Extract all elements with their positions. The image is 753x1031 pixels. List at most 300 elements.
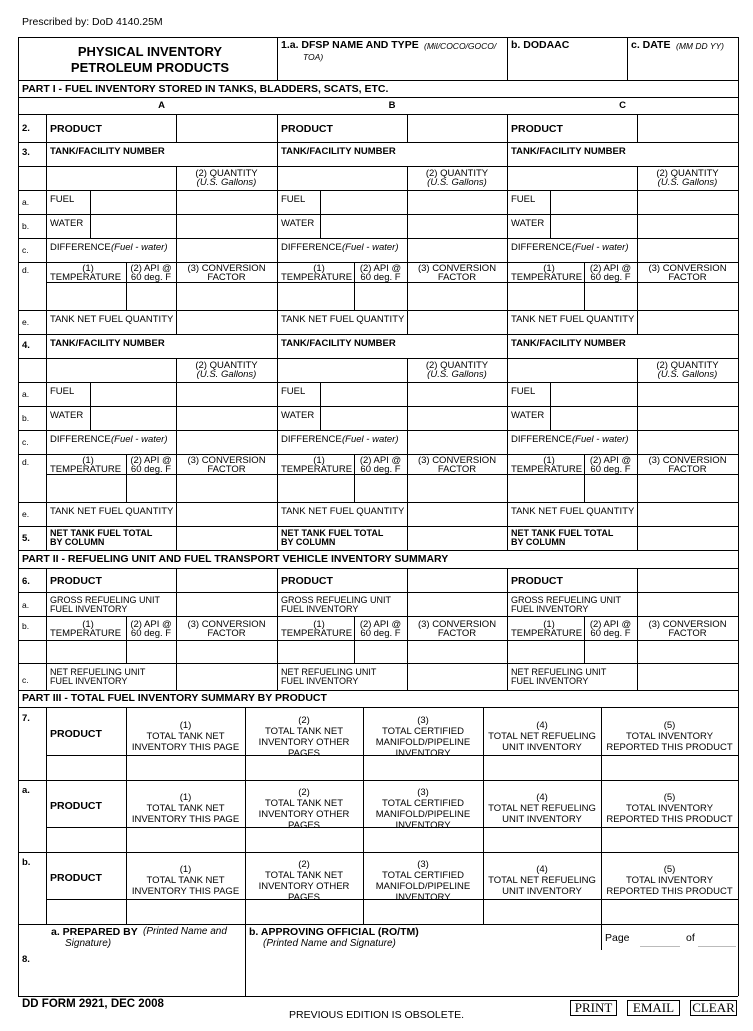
summary-header-3-line2: TOTAL CERTIFIED: [382, 870, 464, 881]
rule: [18, 640, 738, 641]
api-input[interactable]: [585, 641, 636, 662]
summary-value-input[interactable]: [364, 900, 482, 922]
summary-value-input[interactable]: [246, 900, 362, 922]
tank-net-input[interactable]: [638, 503, 737, 525]
tank-facility-input[interactable]: [278, 143, 506, 165]
summary-value-input[interactable]: [484, 756, 600, 778]
product-label: PRODUCT: [281, 123, 333, 135]
dfsp-name-hint2: TOA): [303, 52, 324, 62]
summary-header-1-line3: INVENTORY THIS PAGE: [131, 814, 240, 825]
tank-net-quantity-label: TANK NET FUEL QUANTITY: [281, 506, 405, 517]
conversion-label-2: FACTOR: [668, 464, 707, 475]
date-input[interactable]: [628, 52, 737, 79]
difference-input[interactable]: [638, 239, 737, 261]
of-label: of: [686, 932, 695, 944]
summary-header-3-line1: (3): [417, 715, 429, 726]
column-c-label: C: [619, 100, 626, 111]
water-quantity-input[interactable]: [408, 215, 506, 237]
water-quantity-input[interactable]: [177, 215, 276, 237]
date-hint: (MM DD YY): [676, 41, 725, 51]
summary-header-5-line2: TOTAL INVENTORY: [625, 731, 714, 742]
tank-net-input[interactable]: [638, 311, 737, 333]
conversion-input[interactable]: [638, 475, 737, 501]
temperature-input[interactable]: [508, 283, 583, 309]
fuel-quantity-input[interactable]: [177, 383, 276, 405]
api-label-2: 60 deg. F: [130, 272, 172, 283]
tank-facility-input[interactable]: [47, 143, 276, 165]
summary-value-input[interactable]: [602, 900, 737, 922]
summary-header-4-line2: TOTAL NET REFUELING: [488, 731, 596, 742]
temperature-input[interactable]: [278, 283, 353, 309]
tank-net-quantity-label: TANK NET FUEL QUANTITY: [50, 314, 174, 325]
conversion-label-1: (3) CONVERSION: [417, 619, 497, 630]
fuel-quantity-input[interactable]: [638, 191, 737, 213]
conversion-label-2: FACTOR: [207, 272, 246, 283]
prepared-by-label: a. PREPARED BY: [51, 926, 138, 938]
rule: [363, 827, 364, 852]
page-total-field[interactable]: [698, 946, 736, 947]
fuel-label: FUEL: [511, 194, 536, 205]
conversion-label-1: (3) CONVERSION: [648, 619, 727, 630]
summary-value-input[interactable]: [602, 756, 737, 778]
gross-refueling-input[interactable]: [177, 593, 276, 615]
row-e-label: e.: [22, 317, 30, 327]
water-quantity-input[interactable]: [638, 407, 737, 429]
rule: [18, 663, 738, 664]
rule: [126, 755, 127, 780]
summary-header-2-line3: INVENTORY OTHER: [258, 809, 350, 820]
water-label: WATER: [50, 410, 84, 421]
summary-value-input[interactable]: [246, 828, 362, 850]
rule: [363, 899, 364, 924]
row-d-label: d.: [22, 265, 30, 275]
temperature-num: (1): [313, 263, 325, 274]
temperature-label: TEMPERATURE: [281, 272, 353, 283]
summary-header-3-line3: MANIFOLD/PIPELINE: [375, 737, 471, 748]
temperature-label: TEMPERATURE: [50, 272, 122, 283]
summary-header-3-line3: MANIFOLD/PIPELINE: [375, 881, 471, 892]
water-quantity-input[interactable]: [408, 407, 506, 429]
water-label: WATER: [511, 410, 545, 421]
gross-refueling-label-2: FUEL INVENTORY: [50, 604, 128, 614]
product-label: PRODUCT: [511, 123, 563, 135]
api-label-1: (2) API @: [589, 263, 632, 274]
fuel-label: FUEL: [511, 386, 536, 397]
conversion-input[interactable]: [408, 283, 506, 309]
api-label-1: (2) API @: [589, 619, 632, 630]
summary-header-3-line1: (3): [417, 787, 429, 798]
item-7b-label: b.: [22, 857, 31, 868]
summary-value-input[interactable]: [484, 900, 600, 922]
difference-label: DIFFERENCE: [50, 434, 111, 445]
tank-net-input[interactable]: [177, 503, 276, 525]
tank-facility-label: TANK/FACILITY NUMBER: [511, 146, 626, 157]
summary-header-2-line4: PAGES: [287, 892, 321, 903]
api-label-2: 60 deg. F: [590, 628, 631, 639]
summary-header-2-line2: TOTAL TANK NET: [264, 798, 344, 809]
row-e-label: e.: [22, 509, 30, 519]
net-refueling-label-2: FUEL INVENTORY: [281, 676, 359, 686]
quantity-label-2: (U.S. Gallons): [657, 177, 718, 188]
summary-value-input[interactable]: [364, 828, 482, 850]
temperature-num: (1): [82, 263, 94, 274]
summary-value-input[interactable]: [484, 828, 600, 850]
temperature-num: (1): [543, 263, 555, 274]
difference-hint: (Fuel - water): [572, 434, 629, 445]
rule: [245, 755, 246, 780]
rule: [18, 97, 738, 98]
gross-refueling-input[interactable]: [638, 593, 737, 615]
difference-label: DIFFERENCE: [281, 242, 342, 253]
row-b-label: b.: [22, 413, 30, 423]
summary-header-4-line2: TOTAL NET REFUELING: [488, 803, 596, 814]
prepared-by-hint2: Signature): [65, 938, 112, 949]
column-b-label: B: [388, 100, 396, 111]
rule: [245, 899, 246, 924]
summary-header-2-line3: INVENTORY OTHER: [258, 737, 350, 748]
row-b-label: b.: [22, 621, 30, 631]
quantity-label-1: (2) QUANTITY: [656, 360, 719, 371]
conversion-label-1: (3) CONVERSION: [417, 263, 497, 274]
api-label-1: (2) API @: [359, 455, 402, 466]
api-input[interactable]: [355, 475, 406, 501]
water-label: WATER: [511, 218, 545, 229]
net-refueling-input[interactable]: [177, 664, 276, 689]
summary-value-input[interactable]: [127, 828, 244, 850]
quantity-label-1: (2) QUANTITY: [656, 168, 719, 179]
row-a-label: a.: [22, 389, 30, 399]
rule: [18, 358, 738, 359]
tank-net-quantity-label: TANK NET FUEL QUANTITY: [511, 506, 635, 517]
rule: [18, 262, 738, 263]
gross-refueling-input[interactable]: [408, 593, 506, 615]
net-refueling-label-2: FUEL INVENTORY: [50, 676, 128, 686]
difference-label: DIFFERENCE: [50, 242, 111, 253]
page-number-field[interactable]: [640, 946, 680, 947]
summary-header-5-line2: TOTAL INVENTORY: [625, 875, 714, 886]
api-label-1: (2) API @: [130, 263, 172, 274]
difference-label: DIFFERENCE: [281, 434, 342, 445]
summary-header-2-line1: (2): [298, 715, 310, 726]
temperature-num: (1): [313, 619, 325, 630]
tank-net-input[interactable]: [408, 503, 506, 525]
temperature-label: TEMPERATURE: [281, 464, 353, 475]
summary-header-3-line2: TOTAL CERTIFIED: [382, 798, 464, 809]
temperature-input[interactable]: [508, 641, 583, 662]
api-label-1: (2) API @: [130, 455, 172, 466]
part2-heading: PART II - REFUELING UNIT AND FUEL TRANSPORT VEHICLE INVENTORY SUMMARY: [22, 553, 449, 565]
difference-input[interactable]: [408, 239, 506, 261]
net-tank-total-label-1: NET TANK FUEL TOTAL: [281, 528, 384, 538]
net-refueling-input[interactable]: [408, 664, 506, 689]
summary-value-input[interactable]: [364, 756, 482, 778]
summary-product-input[interactable]: [47, 756, 125, 778]
difference-input[interactable]: [638, 431, 737, 453]
conversion-input[interactable]: [638, 641, 737, 662]
tank-facility-label: TANK/FACILITY NUMBER: [281, 338, 396, 349]
fuel-label: FUEL: [50, 386, 75, 397]
water-label: WATER: [281, 410, 315, 421]
summary-header-4-line2: TOTAL NET REFUELING: [488, 875, 596, 886]
column-a-label: A: [158, 100, 165, 111]
rule: [18, 214, 738, 215]
form-title-line2: PETROLEUM PRODUCTS: [70, 60, 230, 75]
rule: [18, 382, 738, 383]
summary-value-input[interactable]: [127, 900, 244, 922]
quantity-label-2: (U.S. Gallons): [427, 369, 487, 380]
prescribed-by: Prescribed by: DoD 4140.25M: [22, 16, 163, 28]
temperature-num: (1): [543, 455, 555, 466]
row-c-label: c.: [22, 245, 29, 255]
net-refueling-label-2: FUEL INVENTORY: [511, 676, 589, 686]
temperature-num: (1): [82, 455, 94, 466]
rule: [18, 80, 738, 81]
summary-header-1-line3: INVENTORY THIS PAGE: [131, 742, 240, 753]
gross-refueling-label-1: GROSS REFUELING UNIT: [50, 595, 161, 605]
tank-facility-input[interactable]: [508, 335, 737, 357]
api-input[interactable]: [127, 475, 175, 501]
difference-hint: (Fuel - water): [342, 434, 399, 445]
water-label: WATER: [281, 218, 315, 229]
fuel-quantity-input[interactable]: [177, 191, 276, 213]
api-label-2: 60 deg. F: [130, 464, 172, 475]
rule: [46, 474, 738, 475]
approving-official-input[interactable]: [246, 950, 601, 995]
api-input[interactable]: [127, 283, 175, 309]
dfsp-name-input[interactable]: [278, 64, 506, 79]
difference-input[interactable]: [177, 239, 276, 261]
temperature-input[interactable]: [278, 641, 353, 662]
net-tank-total-label-1: NET TANK FUEL TOTAL: [511, 528, 614, 538]
summary-header-4-line1: (4): [536, 792, 548, 803]
conversion-label-2: FACTOR: [437, 272, 477, 283]
net-tank-total-label-2: BY COLUMN: [50, 537, 105, 547]
api-input[interactable]: [355, 641, 406, 662]
summary-header-1-line1: (1): [179, 720, 192, 731]
conversion-input[interactable]: [408, 475, 506, 501]
rule: [46, 282, 738, 283]
summary-header-5-line1: (5): [663, 792, 676, 803]
item-3-number: 3.: [22, 147, 30, 158]
part3-heading: PART III - TOTAL FUEL INVENTORY SUMMARY BY PRODUCT: [22, 692, 327, 704]
summary-product-input[interactable]: [47, 828, 125, 850]
form-top-border: [18, 37, 738, 38]
temperature-input[interactable]: [47, 475, 125, 501]
temperature-input[interactable]: [278, 475, 353, 501]
rule: [277, 568, 278, 690]
item-7a-label: a.: [22, 785, 30, 796]
rule: [18, 406, 738, 407]
temperature-input[interactable]: [47, 641, 125, 662]
quantity-label-2: (U.S. Gallons): [657, 369, 718, 380]
net-tank-total-input[interactable]: [177, 527, 276, 549]
dodaac-label: b. DODAAC: [511, 39, 570, 51]
summary-header-4-line1: (4): [536, 864, 548, 875]
rule: [18, 238, 738, 239]
quantity-label-2: (U.S. Gallons): [427, 177, 487, 188]
product-label: PRODUCT: [50, 800, 102, 812]
quantity-label-1: (2) QUANTITY: [195, 168, 258, 179]
conversion-input[interactable]: [177, 475, 276, 501]
temperature-input[interactable]: [47, 283, 125, 309]
difference-label: DIFFERENCE: [511, 434, 572, 445]
difference-hint: (Fuel - water): [111, 242, 168, 253]
api-label-1: (2) API @: [589, 455, 632, 466]
summary-header-4-line3: UNIT INVENTORY: [502, 814, 582, 825]
conversion-input[interactable]: [177, 641, 276, 662]
net-tank-total-input[interactable]: [408, 527, 506, 549]
summary-header-3-line2: TOTAL CERTIFIED: [382, 726, 464, 737]
quantity-label-2: (U.S. Gallons): [196, 177, 257, 188]
product-input[interactable]: [408, 115, 506, 141]
api-label-2: 60 deg. F: [590, 272, 631, 283]
summary-header-5-line3: REPORTED THIS PRODUCT: [606, 742, 733, 753]
rule: [483, 827, 484, 852]
tank-facility-input[interactable]: [47, 335, 276, 357]
row-b-label: b.: [22, 221, 30, 231]
rule: [18, 430, 738, 431]
api-label-1: (2) API @: [359, 619, 402, 630]
rule: [507, 568, 508, 690]
summary-value-input[interactable]: [127, 756, 244, 778]
rule: [601, 924, 602, 950]
rule: [18, 526, 738, 527]
api-label-2: 60 deg. F: [360, 628, 401, 639]
api-input[interactable]: [355, 283, 406, 309]
rule: [363, 755, 364, 780]
rule: [126, 899, 127, 924]
item-7-number: 7.: [22, 713, 30, 724]
conversion-input[interactable]: [408, 641, 506, 662]
conversion-input[interactable]: [177, 283, 276, 309]
conversion-label-2: FACTOR: [207, 628, 246, 639]
water-quantity-input[interactable]: [638, 215, 737, 237]
summary-header-5-line2: TOTAL INVENTORY: [625, 803, 714, 814]
prepared-by-hint: (Printed Name and: [143, 926, 227, 937]
clear-button[interactable]: CLEAR: [690, 1000, 737, 1016]
rule: [18, 592, 738, 593]
api-label-1: (2) API @: [130, 619, 172, 630]
product-input[interactable]: [408, 569, 506, 591]
product-input[interactable]: [177, 569, 276, 591]
summary-header-2-line2: TOTAL TANK NET: [264, 870, 344, 881]
rule: [18, 454, 738, 455]
temperature-label: TEMPERATURE: [50, 464, 122, 475]
summary-header-2-line3: INVENTORY OTHER: [258, 881, 350, 892]
rule: [46, 899, 738, 900]
gross-refueling-label-1: GROSS REFUELING UNIT: [511, 595, 622, 605]
form-bottom-border: [18, 996, 738, 997]
rule: [18, 568, 738, 569]
difference-input[interactable]: [408, 431, 506, 453]
quantity-label-1: (2) QUANTITY: [425, 360, 489, 371]
approving-official-label: b. APPROVING OFFICIAL (RO/TM): [249, 926, 419, 938]
temperature-num: (1): [313, 455, 325, 466]
form-title-line1: PHYSICAL INVENTORY: [77, 44, 223, 59]
difference-input[interactable]: [177, 431, 276, 453]
summary-product-input[interactable]: [47, 900, 125, 922]
api-input[interactable]: [127, 641, 175, 662]
product-label: PRODUCT: [50, 728, 102, 740]
quantity-label-1: (2) QUANTITY: [425, 168, 489, 179]
dodaac-input[interactable]: [508, 52, 626, 79]
rule: [46, 568, 47, 690]
net-refueling-input[interactable]: [638, 664, 737, 689]
api-label-2: 60 deg. F: [360, 272, 401, 283]
tank-net-quantity-label: TANK NET FUEL QUANTITY: [511, 314, 635, 325]
tank-net-input[interactable]: [177, 311, 276, 333]
print-button[interactable]: PRINT: [570, 1000, 617, 1016]
email-button[interactable]: EMAIL: [627, 1000, 680, 1016]
temperature-label: TEMPERATURE: [511, 272, 583, 283]
product-label: PRODUCT: [50, 575, 102, 587]
conversion-label-1: (3) CONVERSION: [187, 263, 266, 274]
temperature-num: (1): [82, 619, 94, 630]
page-label: Page: [605, 932, 630, 944]
summary-header-4-line1: (4): [536, 720, 548, 731]
summary-value-input[interactable]: [246, 756, 362, 778]
dfsp-name-label: 1.a. DFSP NAME AND TYPE: [281, 39, 419, 51]
net-refueling-label-1: NET REFUELING UNIT: [281, 667, 377, 677]
item-2-number: 2.: [22, 123, 30, 134]
fuel-quantity-input[interactable]: [408, 383, 506, 405]
rule: [46, 827, 738, 828]
summary-header-2-line4: PAGES: [287, 820, 321, 831]
tank-facility-input[interactable]: [508, 143, 737, 165]
temperature-label: TEMPERATURE: [50, 628, 122, 639]
summary-header-3-line1: (3): [417, 859, 429, 870]
summary-header-1-line3: INVENTORY THIS PAGE: [131, 886, 240, 897]
gross-refueling-label-1: GROSS REFUELING UNIT: [281, 595, 392, 605]
tank-net-quantity-label: TANK NET FUEL QUANTITY: [281, 314, 405, 325]
rule: [601, 755, 602, 780]
conversion-label-1: (3) CONVERSION: [187, 619, 266, 630]
summary-header-5-line1: (5): [663, 720, 676, 731]
rule: [46, 707, 47, 924]
product-label: PRODUCT: [511, 575, 563, 587]
net-tank-total-label-1: NET TANK FUEL TOTAL: [50, 528, 153, 538]
product-input[interactable]: [638, 569, 737, 591]
approving-official-hint: (Printed Name and Signature): [263, 938, 396, 949]
water-quantity-input[interactable]: [177, 407, 276, 429]
summary-header-3-line4: INVENTORY: [395, 748, 451, 759]
api-input[interactable]: [585, 283, 636, 309]
summary-header-1-line2: TOTAL TANK NET: [146, 875, 225, 886]
temperature-input[interactable]: [508, 475, 583, 501]
conversion-input[interactable]: [638, 283, 737, 309]
product-input[interactable]: [177, 115, 276, 141]
fuel-quantity-input[interactable]: [408, 191, 506, 213]
tank-net-input[interactable]: [408, 311, 506, 333]
row-d-label: d.: [22, 457, 30, 467]
product-label: PRODUCT: [50, 123, 102, 135]
row-a-label: a.: [22, 600, 30, 610]
net-tank-total-input[interactable]: [638, 527, 737, 549]
fuel-quantity-input[interactable]: [638, 383, 737, 405]
item-4-number: 4.: [22, 340, 30, 351]
summary-value-input[interactable]: [602, 828, 737, 850]
part1-heading: PART I - FUEL INVENTORY STORED IN TANKS, BLADDERS, SCATS, ETC.: [22, 83, 389, 95]
tank-facility-input[interactable]: [278, 335, 506, 357]
form-identifier: DD FORM 2921, DEC 2008: [22, 998, 164, 1010]
item-5-number: 5.: [22, 533, 30, 544]
dfsp-name-hint: (Mil/COCO/GOCO/: [424, 41, 497, 51]
conversion-label-1: (3) CONVERSION: [187, 455, 266, 466]
prepared-by-input[interactable]: [47, 950, 244, 995]
api-label-2: 60 deg. F: [360, 464, 401, 475]
product-input[interactable]: [638, 115, 737, 141]
api-input[interactable]: [585, 475, 636, 501]
